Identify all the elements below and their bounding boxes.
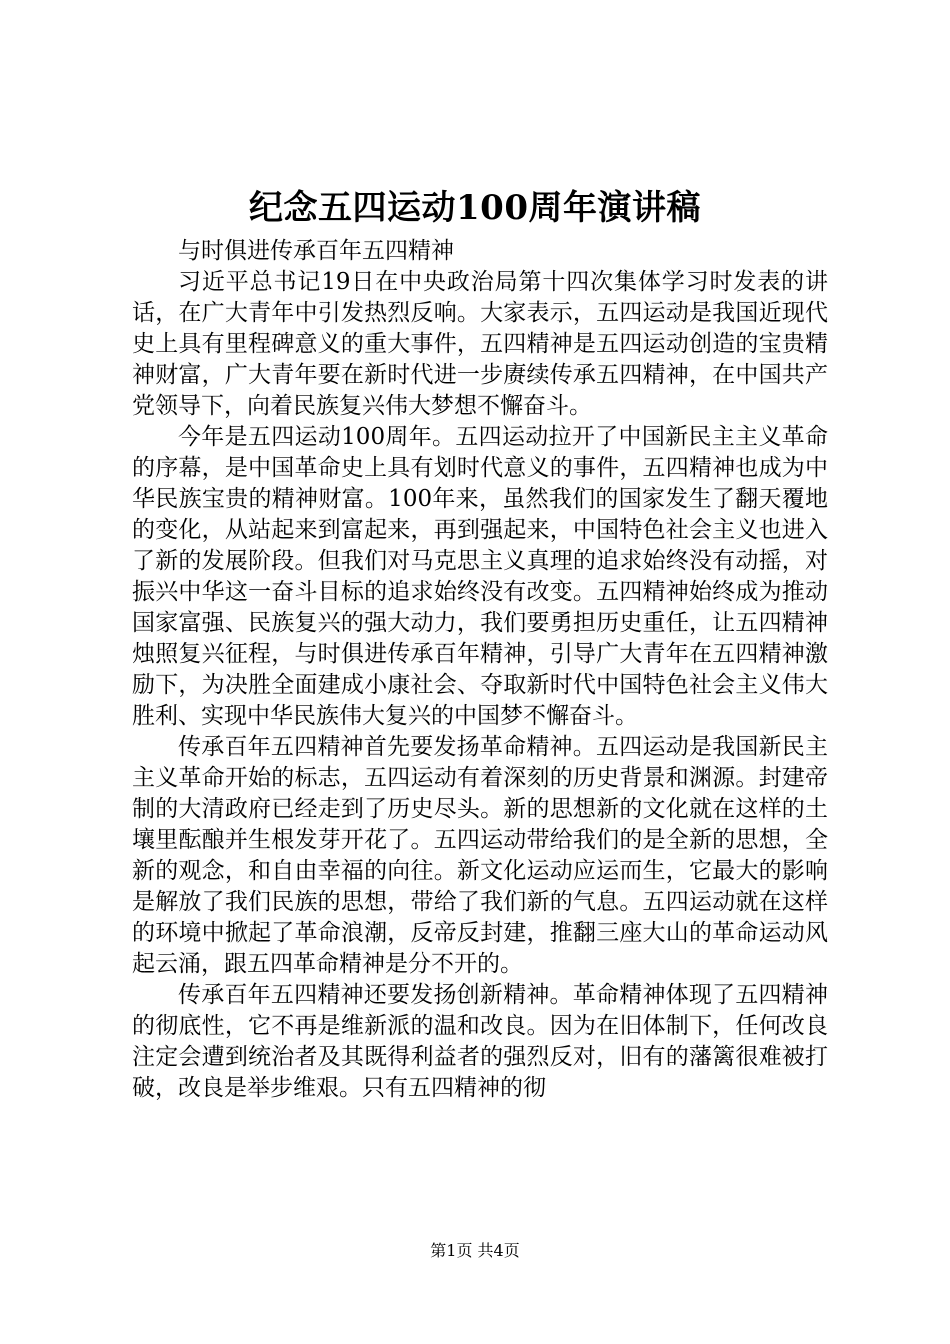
paragraph: 今年是五四运动100周年。五四运动拉开了中国新民主主义革命的序幕，是中国革命史上具有划时代意义的事件，五四精神也成为中华民族宝贵的精神财富。100年来，虽然我们的国家发生了翻天覆地的变化，从站起来到富起来，再到强起来，中国特色社会主义也进入了新的发展阶段。但我们对马克思主义真理的追求始终没有动摇，对振兴中华这一奋斗目标的追求始终没有改变。五四精神始终成为推动国家富强、民族复兴的强大动力，我们要勇担历史重任，让五四精神烛照复兴征程，与时俱进传承百年精神，引导广大青年在五四精神激励下，为决胜全面建成小康社会、夺取新时代中国特色社会主义伟大胜利、实现中华民族伟大复兴的中国梦不懈奋斗。 [132,424,828,729]
subtitle: 与时俱进传承百年五四精神 [178,238,454,264]
paragraph: 习近平总书记19日在中央政治局第十四次集体学习时发表的讲话，在广大青年中引发热烈反响。大家表示，五四运动是我国近现代史上具有里程碑意义的重大事件，五四精神是五四运动创造的宝贵精神财富，广大青年要在新时代进一步赓续传承五四精神，在中国共产党领导下，向着民族复兴伟大梦想不懈奋斗。 [132,269,828,419]
page-number: 第1页 共4页 [430,1241,520,1260]
paragraph: 传承百年五四精神还要发扬创新精神。革命精神体现了五四精神的彻底性，它不再是维新派的温和改良。因为在旧体制下，任何改良注定会遭到统治者及其既得利益者的强烈反对，旧有的藩篱很难被打破，改良是举步维艰。只有五四精神的彻 [132,982,828,1101]
document-title: 纪念五四运动100周年演讲稿 [249,188,701,228]
document-body [132,236,828,1104]
paragraph: 传承百年五四精神首先要发扬革命精神。五四运动是我国新民主主义革命开始的标志，五四运动有着深刻的历史背景和渊源。封建帝制的大清政府已经走到了历史尽头。新的思想新的文化就在这样的土壤里酝酿并生根发芽开花了。五四运动带给我们的是全新的思想，全新的观念，和自由幸福的向往。新文化运动应运而生，它最大的影响是解放了我们民族的思想，带给了我们新的气息。五四运动就在这样的环境中掀起了革命浪潮，反帝反封建，推翻三座大山的革命运动风起云涌，跟五四革命精神是分不开的。 [132,734,828,977]
